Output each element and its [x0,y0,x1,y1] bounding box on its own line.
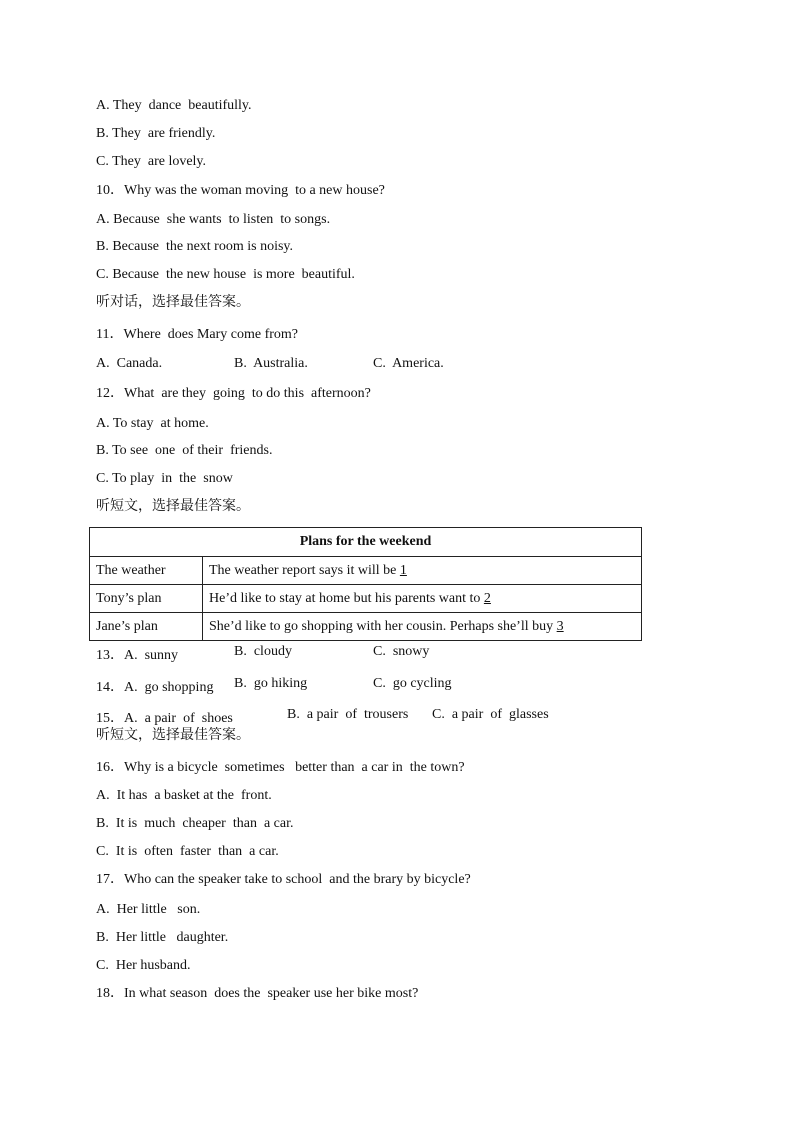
q17-option-a: A. Her little son. [96,902,201,917]
row-label: Tony’s plan [90,585,203,613]
q17-option-b: B. Her little daughter. [96,930,229,945]
table-row [90,585,642,613]
q10-option-b: B. Because the next room is noisy. [96,239,294,254]
section-heading-dialogue: 听对话，选择最佳答案。 [96,294,250,310]
row-label: Jane’s plan [90,613,203,641]
q9-option-a: A. They dance beautifully. [96,98,252,113]
table-row [90,557,642,585]
row-text: She’d like to go shopping with her cousin. Perhaps she’ll buy 3 [203,613,642,641]
q13-option-b: B. cloudy [234,644,292,659]
q13-option-c: C. snowy [373,644,430,659]
q11-option-c: C. America. [373,356,444,371]
blank-3: 3 [556,618,564,634]
row-text: He’d like to stay at home but his parents want to 2 [203,585,642,613]
q17-option-c: C. Her husband. [96,958,191,973]
q15-option-b: B. a pair of trousers [287,707,409,722]
q11-option-b: B. Australia. [234,356,308,371]
question-16: 16．Why is a bicycle sometimes better than a car in the town? [96,760,465,775]
row-text: The weather report says it will be 1 [203,557,642,585]
q14-option-a: 14．A. go shopping [96,680,214,695]
section-heading-passage-1: 听短文，选择最佳答案。 [96,498,250,514]
question-11: 11．Where does Mary come from? [96,327,299,342]
q10-option-c: C. Because the new house is more beautiful. [96,267,355,282]
q14-option-b: B. go hiking [234,676,308,691]
plans-table [89,527,642,641]
plans-table-title: Plans for the weekend [90,528,642,557]
q16-option-b: B. It is much cheaper than a car. [96,816,294,831]
question-18: 18．In what season does the speaker use her bike most? [96,986,419,1001]
question-12: 12．What are they going to do this afternoon? [96,386,371,401]
q12-option-a: A. To stay at home. [96,416,209,431]
blank-1: 1 [399,562,407,578]
q13-option-a: 13．A. sunny [96,648,179,663]
q15-option-a: 15．A. a pair of shoes [96,711,233,726]
q11-option-a: A. Canada. [96,356,163,371]
table-row [90,613,642,641]
q12-option-c: C. To play in the snow [96,471,233,486]
q15-option-c: C. a pair of glasses [432,707,549,722]
q9-option-c: C. They are lovely. [96,154,207,169]
q10-option-a: A. Because she wants to listen to songs. [96,212,331,227]
q16-option-c: C. It is often faster than a car. [96,844,279,859]
q16-option-a: A. It has a basket at the front. [96,788,272,803]
blank-2: 2 [483,590,491,606]
row-label: The weather [90,557,203,585]
q14-option-c: C. go cycling [373,676,452,691]
section-heading-passage-2: 听短文，选择最佳答案。 [96,727,250,743]
question-17: 17．Who can the speaker take to school and the brary by bicycle? [96,872,471,887]
q12-option-b: B. To see one of their friends. [96,443,273,458]
question-10: 10．Why was the woman moving to a new house? [96,183,385,198]
q9-option-b: B. They are friendly. [96,126,216,141]
